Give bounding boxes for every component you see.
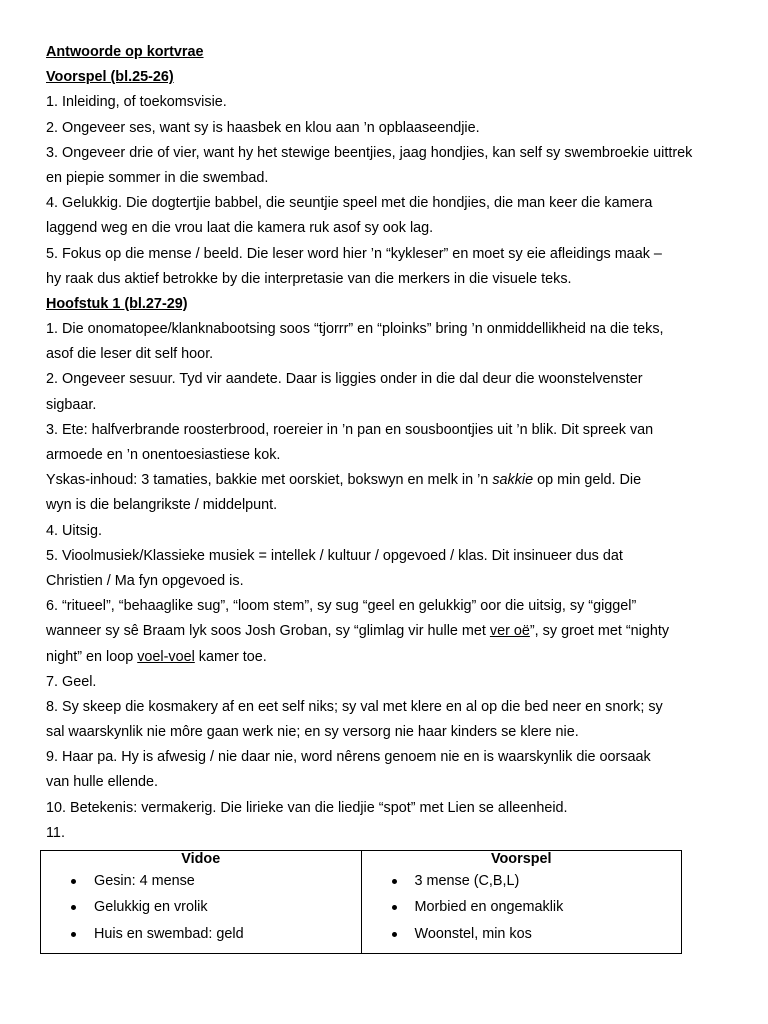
table-cell-voorspel <box>361 868 682 953</box>
italic-word: sakkie <box>492 472 534 489</box>
list-item <box>41 894 361 920</box>
hoofstuk-line: armoede en ’n onentoesiastiese kok. <box>46 447 281 463</box>
voorspel-line: en piepie sommer in die swembad. <box>46 169 269 186</box>
voorspel-line: 3. Ongeveer drie of vier, want hy het stewige beentjies, jaag hondjies, kan self sy swembroekie uittrek <box>46 144 693 161</box>
hoofstuk-line: 10. Betekenis: vermakerig. Die lirieke van die liedjie “spot” met Lien se alleenheid. <box>46 799 568 816</box>
bullet-icon <box>392 932 397 937</box>
hoofstuk-line: van hulle ellende. <box>46 774 159 791</box>
hoofstuk-line: Christien / Ma fyn opgevoed is. <box>46 572 244 589</box>
hoofstuk-line: 11. <box>46 824 65 841</box>
hoofstuk-line: 2. Ongeveer sesuur. Tyd vir aandete. Daar is liggies onder in die dal deur die woonstelvenster <box>46 371 643 388</box>
hoofstuk-line: 6. “ritueel”, “behaaglike sug”, “loom stem”, sy sug “geel en gelukkig” oor die uitsig, sy “giggel” <box>46 598 637 615</box>
hoofstuk-line <box>46 619 736 644</box>
list-item-text: Gelukkig en vrolik <box>94 899 208 916</box>
underlined-phrase: voel-voel <box>137 648 195 665</box>
table-header-vidoe: Vidoe <box>41 851 362 869</box>
voorspel-line: hy raak dus aktief betrokke by die interpretasie van die merkers in die visuele teks. <box>46 270 572 287</box>
section-heading-voorspel: Voorspel (bl.25-26) <box>46 69 174 86</box>
document-body <box>46 40 736 846</box>
hoofstuk-line: 3. Ete: halfverbrande roosterbrood, roereier in ’n pan en sousboontjies uit ’n blik. Dit spreek van <box>46 421 654 438</box>
line-text: kamer toe. <box>194 648 267 665</box>
list-item <box>362 894 682 920</box>
voorspel-line: 5. Fokus op die mense / beeld. Die leser word hier ’n “kykleser” en moet sy eie afleidings maak – <box>46 245 662 262</box>
voorspel-line: 4. Gelukkig. Die dogtertjie babbel, die seuntjie speel met die hondjies, die man keer die kamera <box>46 195 653 212</box>
table-cell-vidoe <box>41 868 362 953</box>
list-item-text: Woonstel, min kos <box>414 925 532 942</box>
hoofstuk-line: 8. Sy skeep die kosmakery af en eet self niks; sy val met klere en al op die bed neer en snork; sy <box>46 698 663 715</box>
list-item-text: 3 mense (C,B,L) <box>414 873 520 889</box>
voorspel-line: 2. Ongeveer ses, want sy is haasbek en klou aan ’n opblaaseendjie. <box>46 119 480 136</box>
list-item-text: Huis en swembad: geld <box>94 925 244 942</box>
line-text: night” en loop <box>46 648 138 665</box>
bullet-list <box>362 868 682 953</box>
list-item-text: Morbied en ongemaklik <box>414 899 564 916</box>
line-text: wanneer sy sê Braam lyk soos Josh Groban, sy “glimlag vir hulle met <box>46 623 490 640</box>
hoofstuk-line: asof die leser dit self hoor. <box>46 346 214 363</box>
line-text: Yskas-inhoud: 3 tamaties, bakkie met oorskiet, bokswyn en melk in ’n <box>46 472 493 489</box>
list-item <box>362 868 682 894</box>
list-item-text: Gesin: 4 mense <box>94 873 195 889</box>
bullet-list <box>41 868 361 953</box>
main-heading: Antwoorde op kortvrae <box>46 44 204 60</box>
voorspel-line: 1. Inleiding, of toekomsvisie. <box>46 94 227 111</box>
hoofstuk-line: sal waarskynlik nie môre gaan werk nie; en sy versorg nie haar kinders se klere nie. <box>46 724 579 741</box>
hoofstuk-line: 1. Die onomatopee/klanknabootsing soos “tjorrr” en “ploinks” bring ’n onmiddellikheid na die teks, <box>46 321 664 338</box>
hoofstuk-line: wyn is die belangrikste / middelpunt. <box>46 497 278 514</box>
bullet-icon <box>392 879 397 884</box>
underlined-phrase: ver oë <box>489 623 530 640</box>
hoofstuk-line: 4. Uitsig. <box>46 522 102 539</box>
section-heading-hoofstuk: Hoofstuk 1 (bl.27-29) <box>46 295 188 312</box>
hoofstuk-line: sigbaar. <box>46 396 97 413</box>
hoofstuk-line: 5. Vioolmusiek/Klassieke musiek = intellek / kultuur / opgevoed / klas. Dit insinueer dus dat <box>46 547 623 564</box>
line-text: op min geld. Die <box>533 472 642 489</box>
hoofstuk-line: 7. Geel. <box>46 673 97 690</box>
list-item <box>41 868 361 894</box>
bullet-icon <box>71 905 76 910</box>
bullet-icon <box>71 932 76 937</box>
bullet-icon <box>71 879 76 884</box>
table-header-voorspel: Voorspel <box>361 851 682 869</box>
voorspel-line: laggend weg en die vrou laat die kamera ruk asof sy ook lag. <box>46 220 434 237</box>
comparison-table <box>40 850 682 954</box>
hoofstuk-line <box>46 645 736 670</box>
list-item <box>362 921 682 947</box>
hoofstuk-line <box>46 468 736 493</box>
hoofstuk-line: 9. Haar pa. Hy is afwesig / nie daar nie, word nêrens genoem nie en is waarskynlik die oorsaak <box>46 749 651 766</box>
bullet-icon <box>392 905 397 910</box>
line-text: ”, sy groet met “nighty <box>529 623 670 640</box>
list-item <box>41 921 361 947</box>
